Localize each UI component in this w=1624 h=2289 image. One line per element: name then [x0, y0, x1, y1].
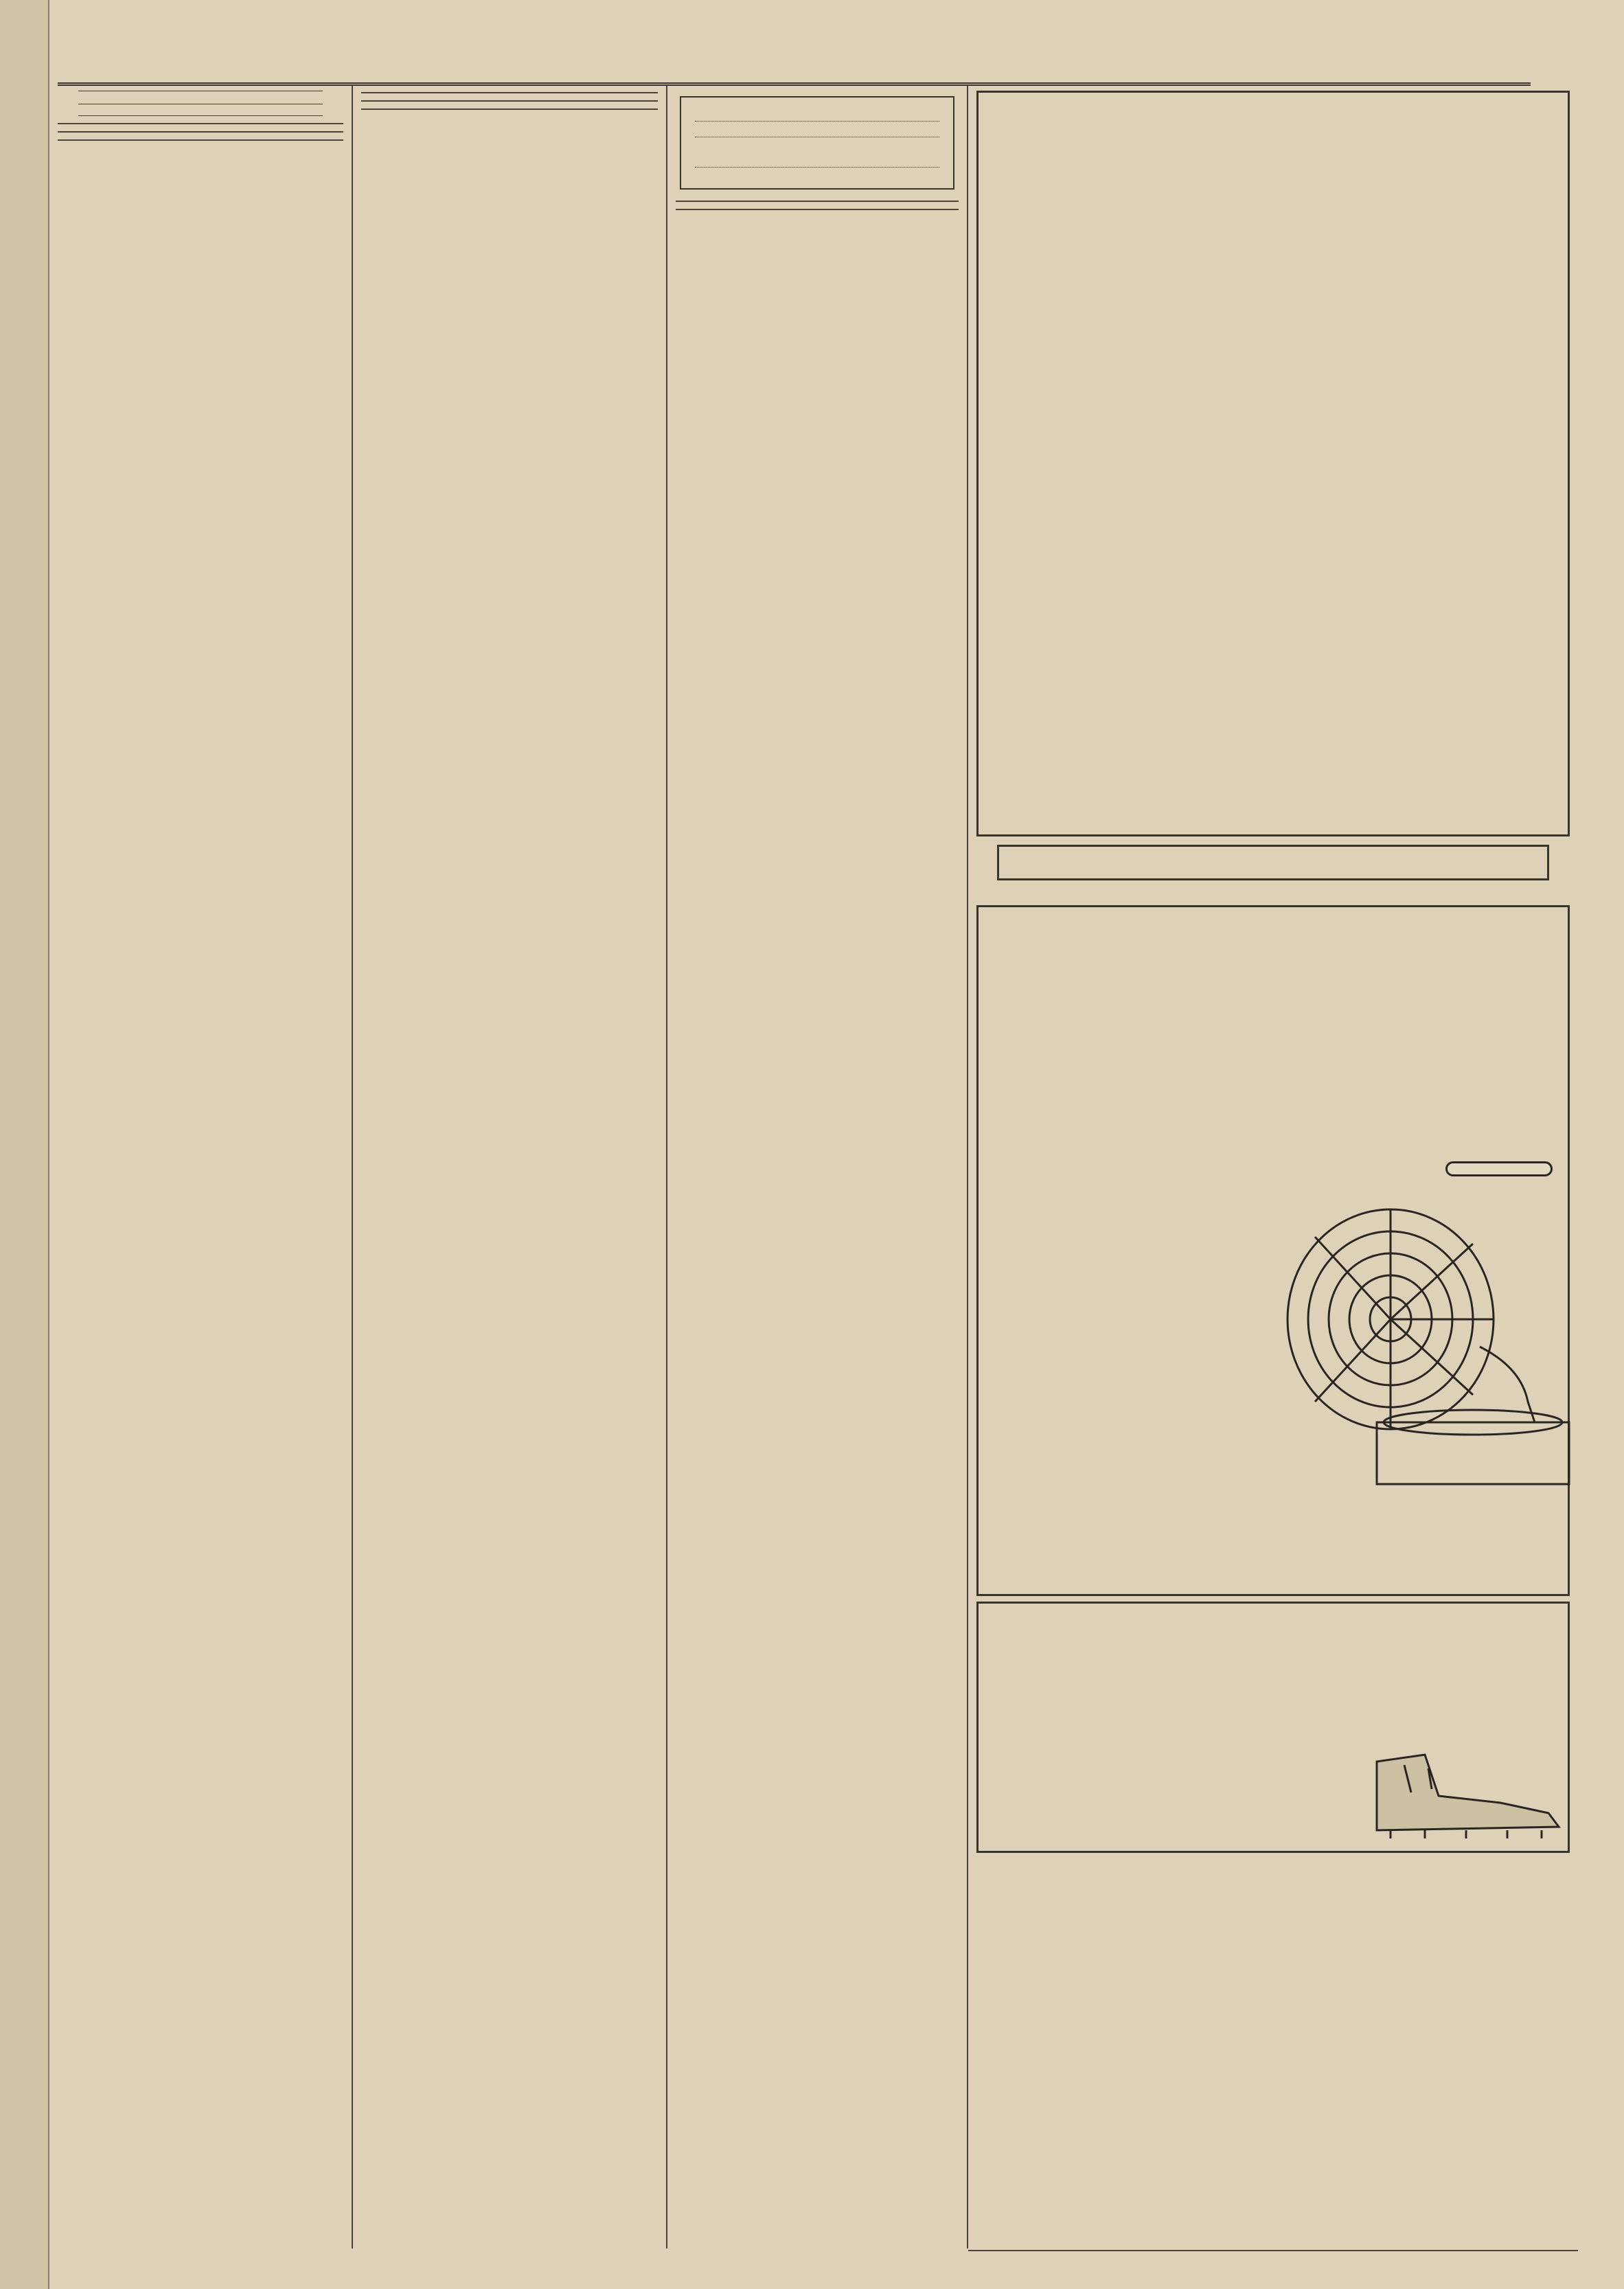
exclusives-box: [997, 845, 1549, 880]
model-200-badge: [1445, 1161, 1553, 1176]
newspaper-header: [58, 40, 1531, 86]
address-field[interactable]: [695, 134, 939, 137]
column-advertisements: [968, 85, 1578, 2248]
entry-form[interactable]: [680, 96, 954, 190]
memorial-tablet-note: [1278, 2254, 1570, 2281]
column-racing: [49, 85, 352, 2248]
address-field-line-2[interactable]: [695, 150, 939, 168]
cup-tie-competition-ad: [976, 91, 1570, 836]
column-forecasts: [667, 85, 967, 2248]
harriers-championship-note: [976, 2254, 1268, 2281]
meadophone-ad: [976, 905, 1570, 1596]
manfield-hotspur-ad: [976, 1602, 1570, 1853]
football-boot-illustration: [1363, 1748, 1569, 1844]
column-sports-results: [353, 85, 666, 2248]
gramophone-illustration: [1274, 1196, 1576, 1498]
signature-field[interactable]: [695, 118, 939, 122]
adjacent-page-edge: [0, 0, 49, 2289]
bottom-news-strip: [968, 2250, 1578, 2284]
